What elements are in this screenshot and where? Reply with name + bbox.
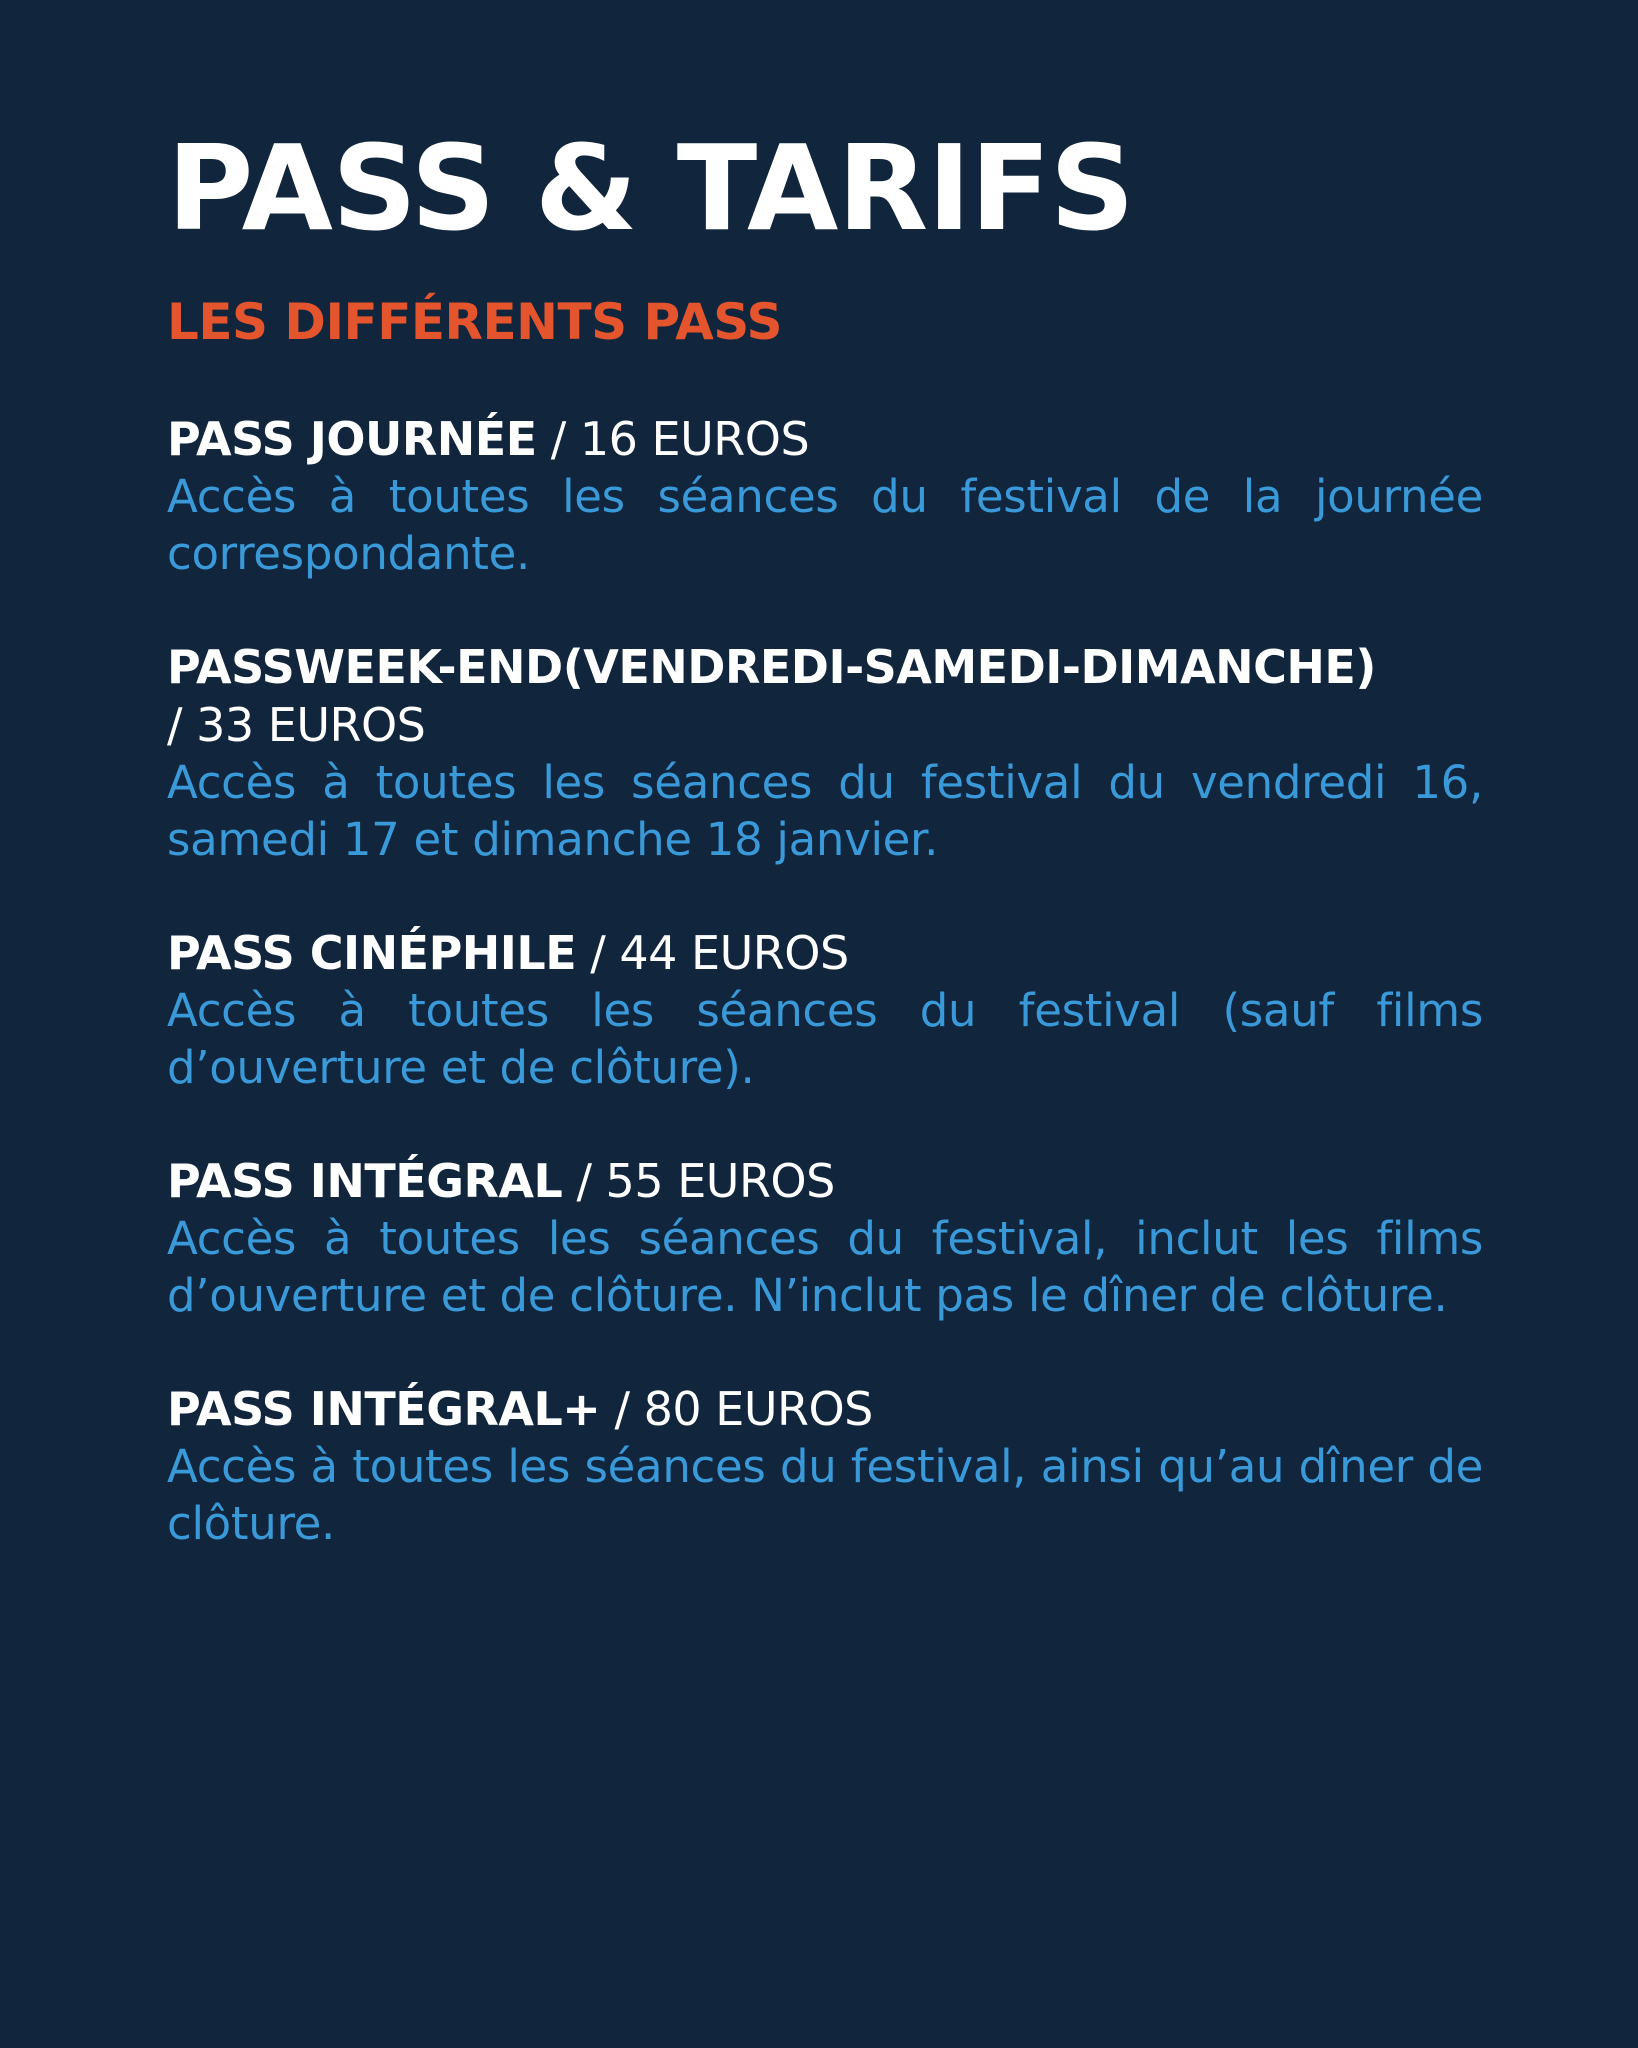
pass-item-integral bbox=[167, 1152, 1483, 1324]
pass-description: Accès à toutes les séances du festival de la journée correspondante. bbox=[167, 470, 1483, 580]
pass-name: PASS CINÉPHILE bbox=[167, 926, 577, 980]
pass-item-integral-plus bbox=[167, 1380, 1483, 1552]
pass-list bbox=[167, 410, 1483, 1552]
section-title: LES DIFFÉRENTS PASS bbox=[167, 293, 783, 351]
pass-item-cinephile bbox=[167, 924, 1483, 1096]
pass-description: Accès à toutes les séances du festival, inclut les films d’ouverture et de clôture. N’inclut pas le dîner de clôture. bbox=[167, 1212, 1483, 1322]
pass-item-week-end bbox=[167, 638, 1483, 868]
pass-name: PASSWEEK-END(VENDREDI-SAMEDI-DIMANCHE) bbox=[167, 640, 1376, 694]
pass-description: Accès à toutes les séances du festival du vendredi 16, samedi 17 et dimanche 18 janvier. bbox=[167, 756, 1483, 866]
pass-price: / 44 EUROS bbox=[590, 926, 849, 980]
pass-heading bbox=[167, 1380, 1483, 1438]
pass-price: / 33 EUROS bbox=[167, 698, 426, 752]
pass-name: PASS INTÉGRAL bbox=[167, 1154, 563, 1208]
pass-description: Accès à toutes les séances du festival, ainsi qu’au dîner de clôture. bbox=[167, 1440, 1483, 1550]
page-title: PASS & TARIFS bbox=[167, 119, 1134, 257]
pass-heading bbox=[167, 924, 1483, 982]
pass-name: PASS JOURNÉE bbox=[167, 412, 537, 466]
pass-name: PASS INTÉGRAL+ bbox=[167, 1382, 601, 1436]
pass-price: / 55 EUROS bbox=[576, 1154, 835, 1208]
pass-heading bbox=[167, 410, 1483, 468]
pass-price: / 16 EUROS bbox=[550, 412, 810, 466]
pass-heading bbox=[167, 638, 1483, 754]
pass-description: Accès à toutes les séances du festival (sauf films d’ouverture et de clôture). bbox=[167, 984, 1483, 1094]
pass-price: / 80 EUROS bbox=[614, 1382, 873, 1436]
pass-item-journee bbox=[167, 410, 1483, 582]
pass-heading bbox=[167, 1152, 1483, 1210]
